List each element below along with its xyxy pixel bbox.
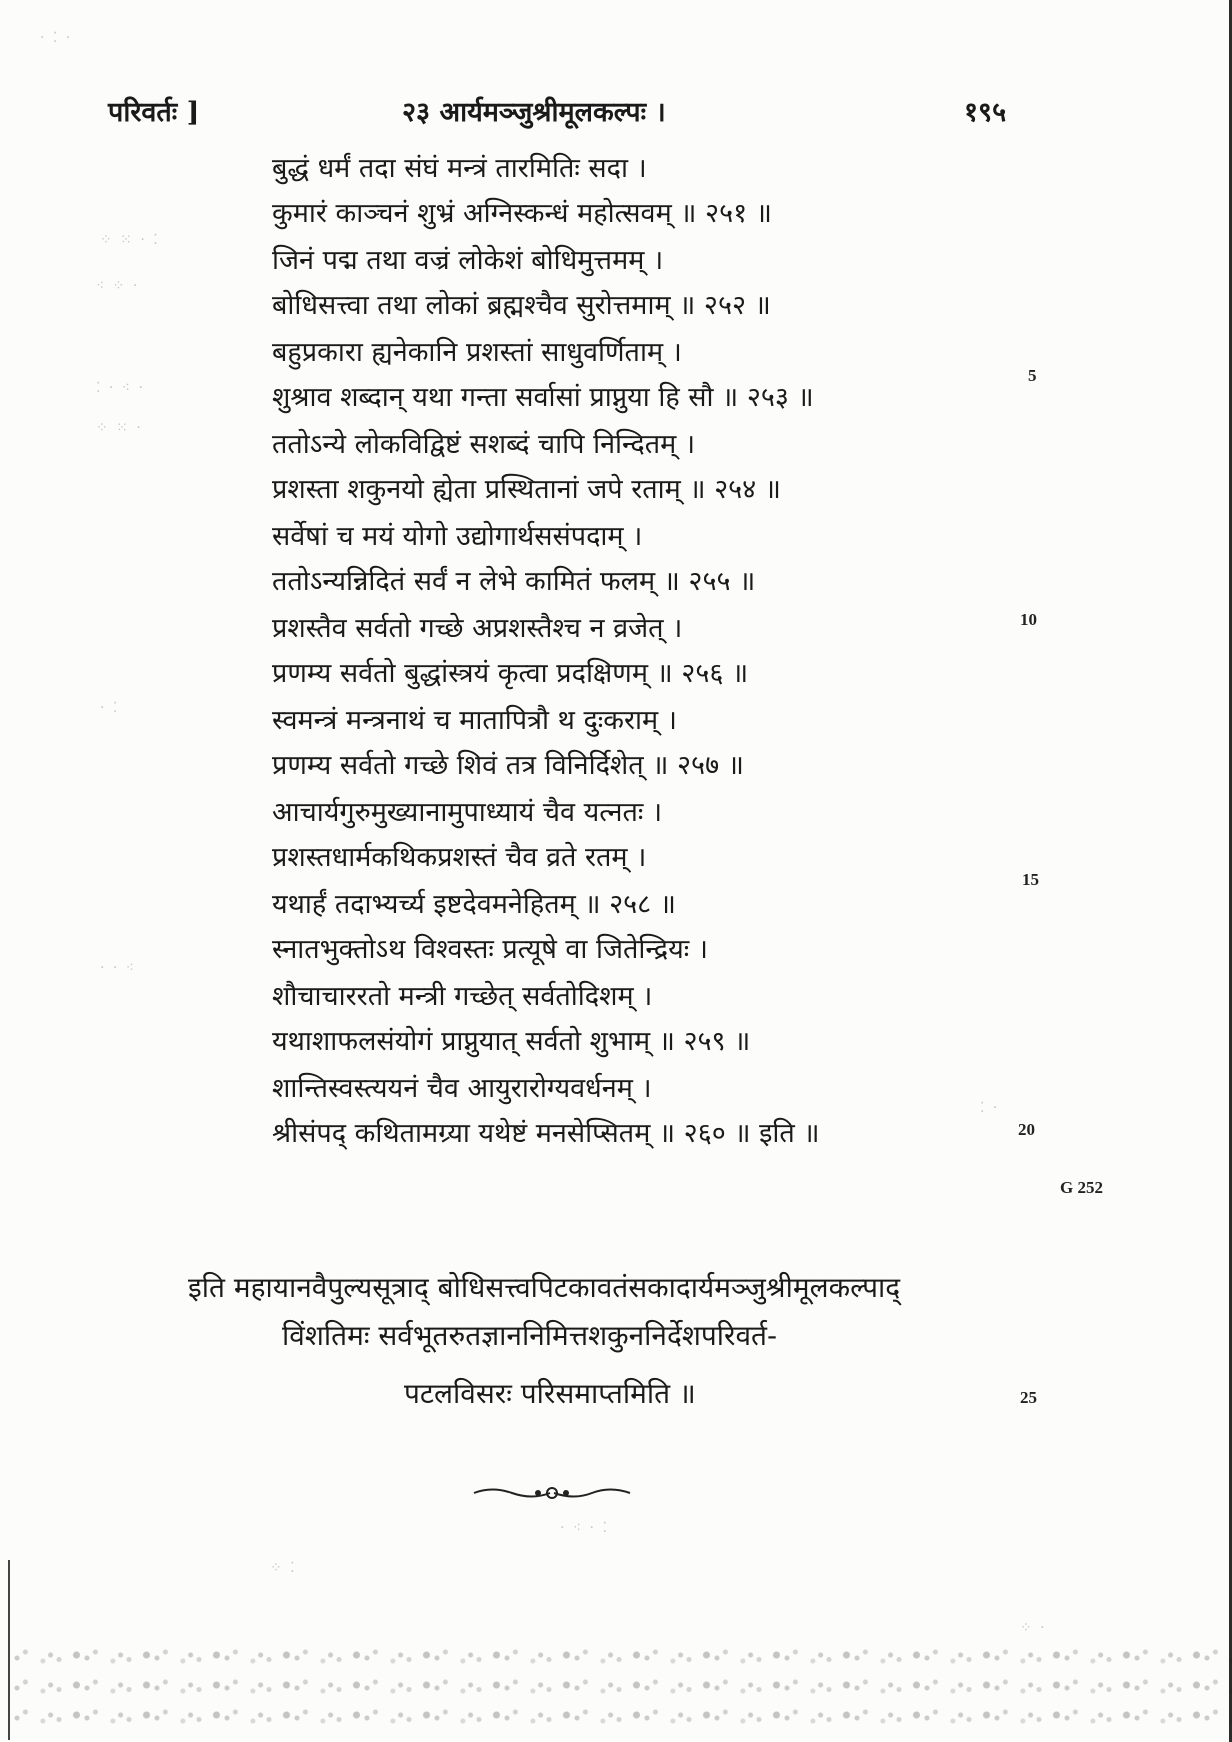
verse-line: जिनं पद्म तथा वज्रं लोकेशं बोधिमुत्तमम् ।: [272, 245, 664, 276]
verse-line: प्रशस्तैव सर्वतो गच्छे अप्रशस्तैश्च न व्रजेत् ।: [272, 613, 683, 644]
ornament-divider-icon: [472, 1484, 632, 1502]
line-number-5: 5: [1028, 366, 1037, 385]
scan-speckle: ⁚ · ⁖ ·: [96, 380, 145, 396]
running-header: [0, 92, 1232, 132]
line-number-25: 25: [1020, 1388, 1037, 1407]
colophon-line: इति महायानवैपुल्यसूत्राद् बोधिसत्त्वपिटकावतंसकादार्यमञ्जुश्रीमूलकल्पाद्: [188, 1271, 901, 1304]
scan-speckle: ⁘ ·: [1020, 1620, 1047, 1636]
running-title: २३ आर्यमञ्जुश्रीमूलकल्पः ।: [402, 97, 666, 128]
verse-line: ततोऽन्यन्निदितं सर्वं न लेभे कामितं फलम् ॥ २५५ ॥: [272, 566, 756, 597]
verse-line: प्रणम्य सर्वतो बुद्धांस्त्रयं कृत्वा प्रदक्षिणम् ॥ २५६ ॥: [272, 658, 749, 689]
verse-line: कुमारं काञ्चनं शुभ्रं अग्निस्कन्धं महोत्सवम् ॥ २५१ ॥: [272, 198, 772, 229]
scan-speckle: ⁖ ⁘ ·: [96, 278, 140, 294]
scan-speckle: · ⁖ · ⁚: [560, 1520, 609, 1536]
edition-reference: G 252: [1060, 1178, 1103, 1197]
scan-speckle: ⁚ ·: [980, 1100, 1000, 1116]
verse-line: शान्तिस्वस्त्ययनं चैव आयुरारोग्यवर्धनम् ।: [272, 1073, 652, 1104]
verse-line: बुद्धं धर्मं तदा संघं मन्त्रं तारमितिः सदा ।: [272, 153, 647, 184]
colophon-line: पटलविसरः परिसमाप्तमिति ॥: [404, 1377, 696, 1410]
verse-line: शुश्राव शब्दान् यथा गन्ता सर्वासां प्राप्नुया हि सौ ॥ २५३ ॥: [272, 382, 814, 413]
line-number-10: 10: [1020, 610, 1037, 629]
verse-line: बहुप्रकारा ह्यनेकानि प्रशस्तां साधुवर्णिताम् ।: [272, 337, 682, 368]
page-number: १९५: [964, 97, 1007, 128]
line-number-15: 15: [1022, 870, 1039, 889]
verse-line: प्रशस्ता शकुनयो ह्येता प्रस्थितानां जपे रताम् ॥ २५४ ॥: [272, 474, 781, 505]
verse-line: यथार्हं तदाभ्यर्च्य इष्टदेवमनेहितम् ॥ २५८ ॥: [272, 889, 676, 920]
verse-line: श्रीसंपद् कथितामग्र्या यथेष्टं मनसेप्सितम् ॥ २६० ॥ इति ॥: [272, 1118, 820, 1149]
scan-speckle: ⁘ ⁙ · ⁚: [100, 232, 160, 248]
scan-speckle: ⁘ ⁚: [270, 1560, 297, 1576]
verse-line: ततोऽन्ये लोकविद्विष्टं सशब्दं चापि निन्दितम् ।: [272, 429, 696, 460]
verse-line: आचार्यगुरुमुख्यानामुपाध्यायं चैव यत्नतः ।: [272, 797, 663, 828]
verse-line: बोधिसत्त्वा तथा लोकां ब्रह्मश्चैव सुरोत्तमाम् ॥ २५२ ॥: [272, 290, 771, 321]
scan-speckle: · ⁚: [100, 700, 120, 716]
verse-line: प्रणम्य सर्वतो गच्छे शिवं तत्र विनिर्दिशेत् ॥ २५७ ॥: [272, 750, 744, 781]
colophon-line: विंशतिमः सर्वभूतरुतज्ञाननिमित्तशकुननिर्देशपरिवर्त-: [282, 1319, 778, 1352]
verse-line: स्नातभुक्तोऽथ विश्वस्तः प्रत्यूषे वा जितेन्द्रियः ।: [272, 934, 709, 965]
verse-line: सर्वेषां च मयं योगो उद्योगार्थससंपदाम् ।: [272, 521, 643, 552]
scan-noise-strip: [10, 1640, 1232, 1730]
scan-speckle: ⁘ ⁙ ·: [96, 420, 143, 436]
verse-line: शौचाचाररतो मन्त्री गच्छेत् सर्वतोदिशम् ।: [272, 981, 653, 1012]
verse-line: प्रशस्तधार्मकथिकप्रशस्तं चैव व्रते रतम् ।: [272, 842, 647, 873]
line-number-20: 20: [1018, 1120, 1035, 1139]
chapter-label: परिवर्तः ]: [108, 97, 200, 128]
verse-line: स्वमन्त्रं मन्त्रनाथं च मातापित्रौ थ दुःकराम् ।: [272, 705, 677, 736]
verse-line: यथाशाफलसंयोगं प्राप्नुयात् सर्वतो शुभाम् ॥ २५९ ॥: [272, 1026, 751, 1057]
scan-speckle: · ⁚ ·: [40, 30, 73, 46]
scan-speckle: · · ⁖: [100, 960, 137, 976]
